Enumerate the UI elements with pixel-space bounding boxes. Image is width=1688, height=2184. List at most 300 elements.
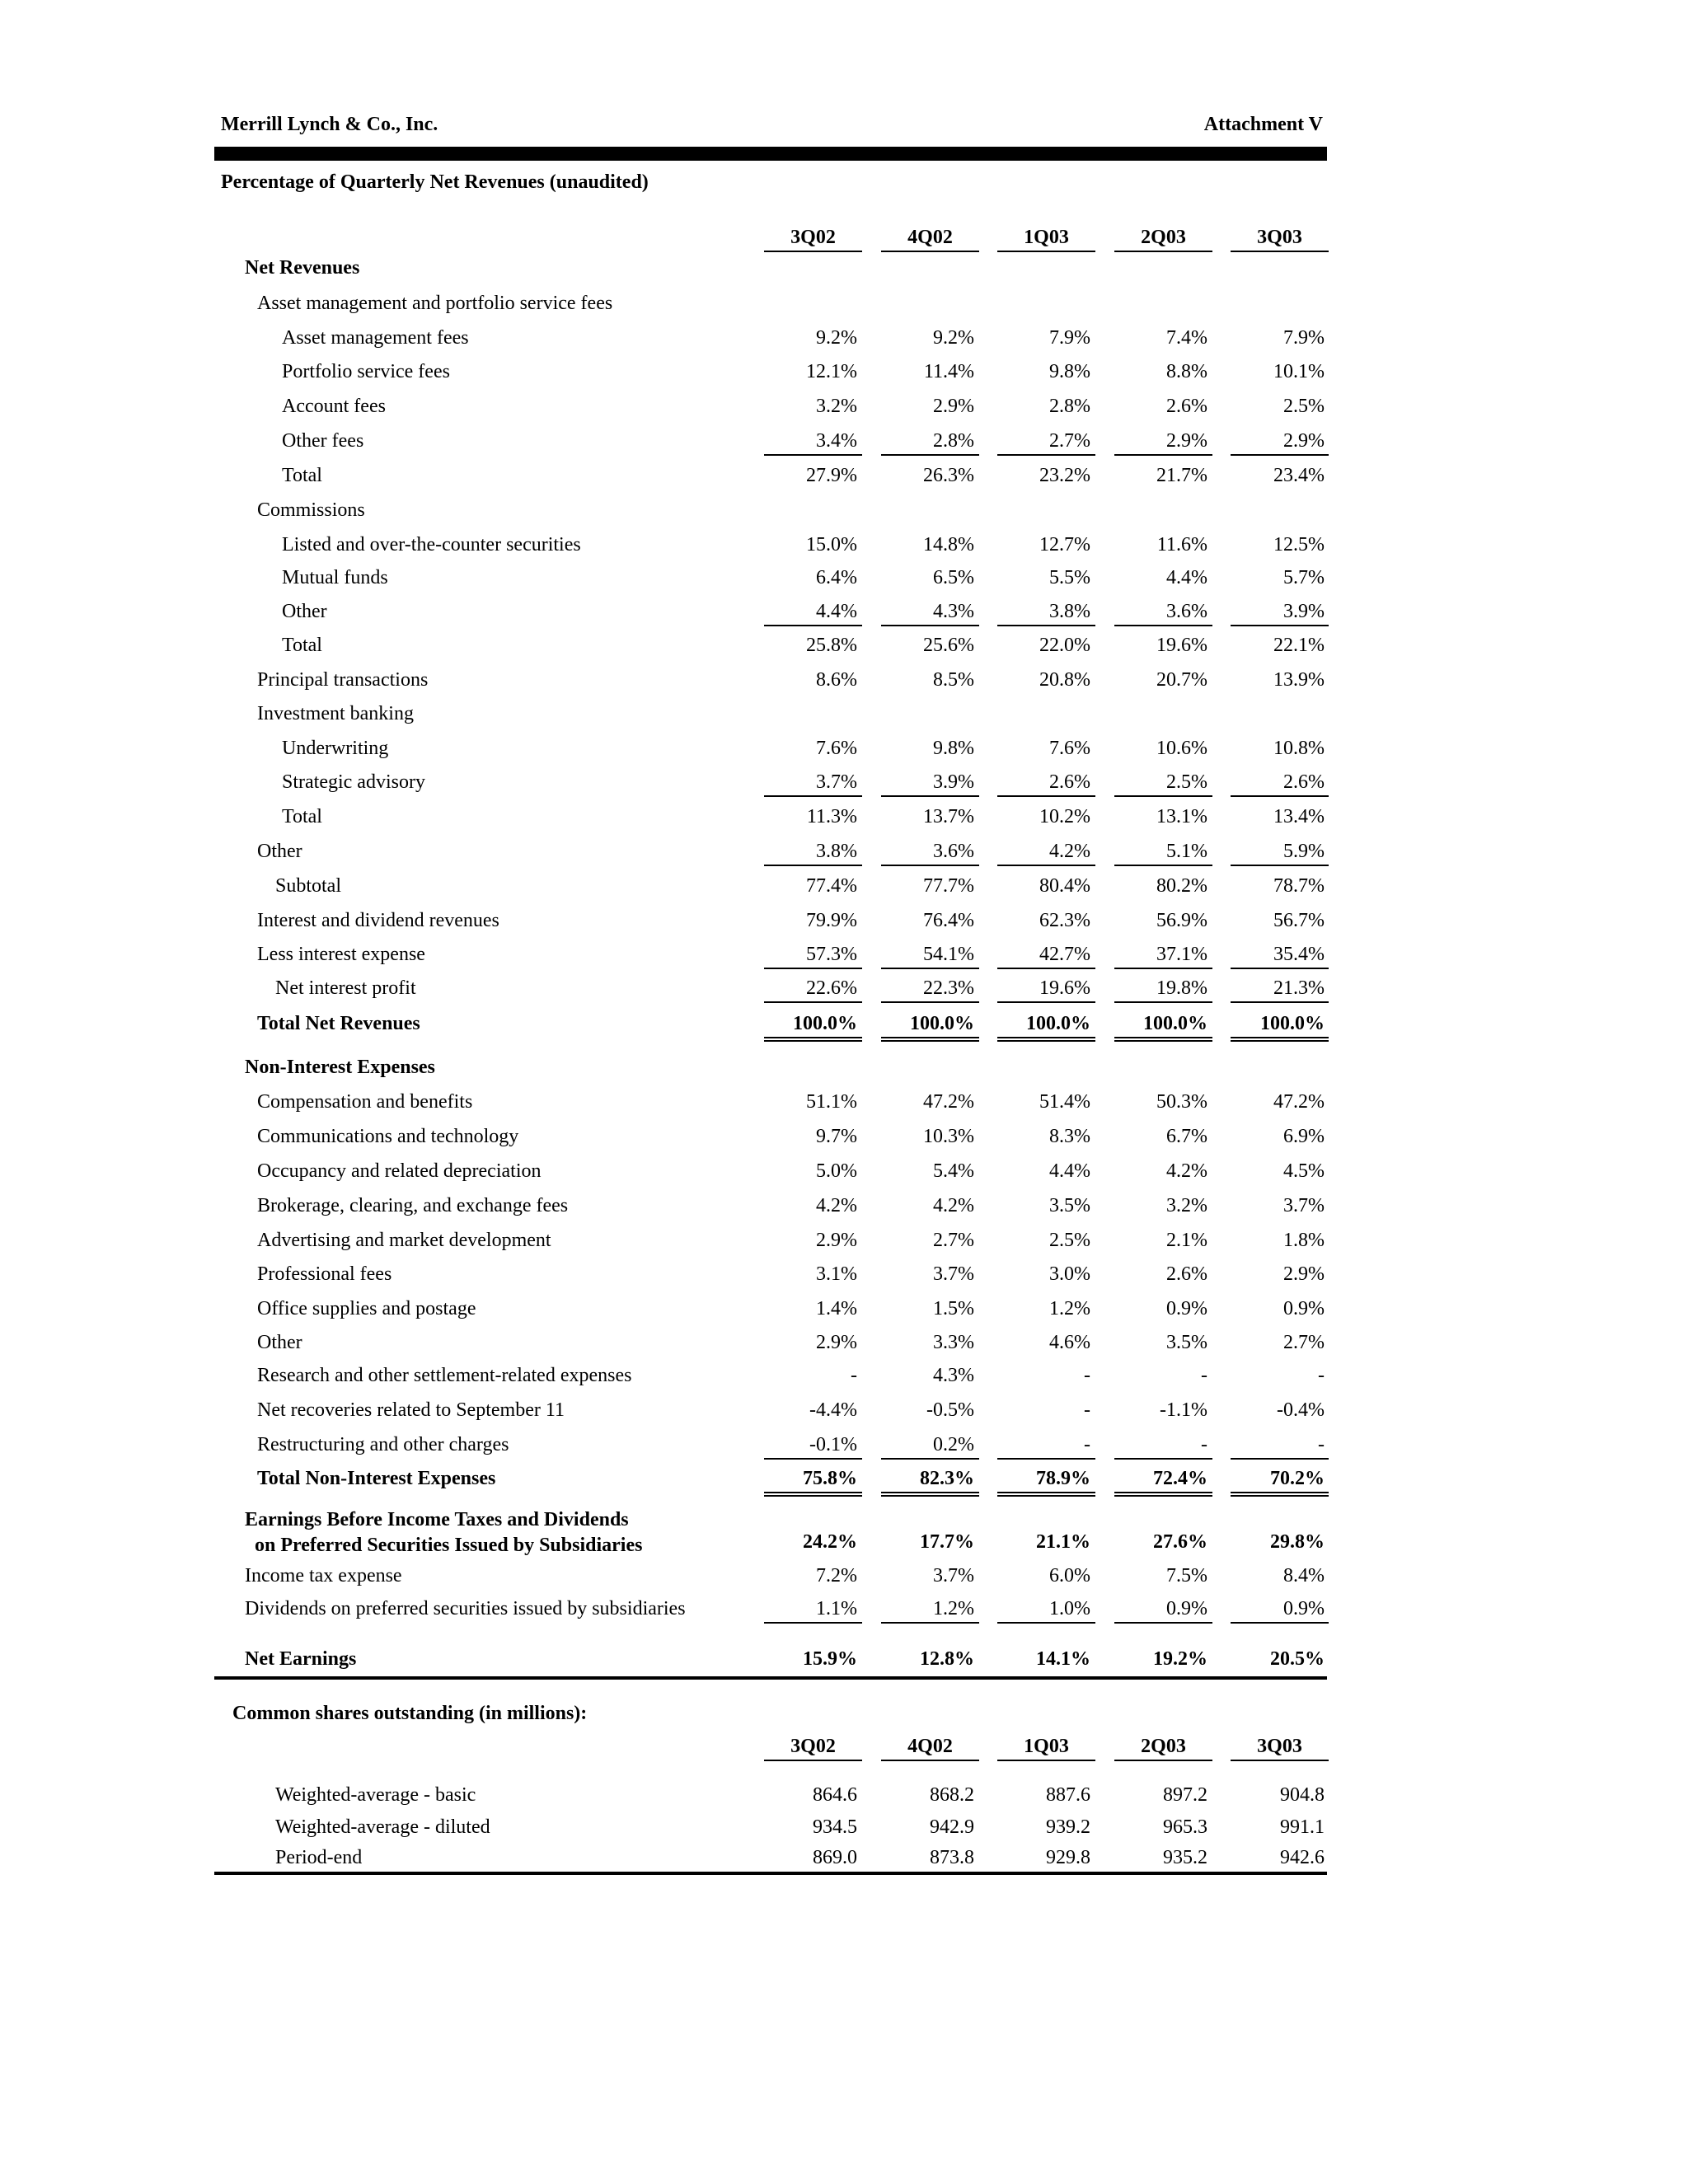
table-cell: 3.1% (816, 1263, 857, 1285)
table-cell: 1.4% (816, 1298, 857, 1319)
table-cell: 26.3% (923, 465, 974, 486)
table-cell: 27.6% (1153, 1531, 1207, 1553)
table-cell: 9.8% (933, 738, 974, 759)
row-label: Strategic advisory (282, 771, 425, 793)
double-underline (881, 1492, 979, 1497)
table-cell: 50.3% (1156, 1091, 1207, 1113)
table-cell: -0.5% (926, 1399, 974, 1421)
table-cell: 4.2% (816, 1195, 857, 1216)
table-cell: 77.4% (806, 875, 857, 897)
underline (997, 1001, 1095, 1003)
table-cell: 2.5% (1166, 771, 1207, 793)
underline (1114, 968, 1212, 969)
table-row (0, 663, 1688, 696)
row-label-line1: Earnings Before Income Taxes and Dividends (245, 1509, 629, 1530)
table-row (0, 459, 1688, 492)
table-cell: - (1318, 1434, 1325, 1455)
table-cell: 11.6% (1156, 534, 1207, 555)
table-cell: 56.9% (1156, 910, 1207, 931)
underline (1114, 1458, 1212, 1460)
table-cell: 13.7% (923, 806, 974, 827)
table-cell: 21.1% (1036, 1531, 1090, 1553)
column-header: 3Q03 (1257, 227, 1302, 248)
table-cell: 100.0% (1026, 1013, 1090, 1034)
table-cell: 19.8% (1156, 977, 1207, 999)
double-underline (881, 1037, 979, 1042)
underline (997, 795, 1095, 797)
table-cell: 4.2% (933, 1195, 974, 1216)
table-cell: 5.9% (1283, 841, 1325, 862)
table-cell: 2.6% (1049, 771, 1090, 793)
company-name: Merrill Lynch & Co., Inc. (221, 114, 438, 135)
table-cell: 1.2% (1049, 1298, 1090, 1319)
table-cell: 8.5% (933, 669, 974, 691)
row-label: Subtotal (275, 875, 342, 897)
table-cell: 10.1% (1273, 361, 1325, 382)
table-cell: 21.3% (1273, 977, 1325, 999)
table-cell: -0.4% (1277, 1399, 1325, 1421)
table-cell: 2.9% (1283, 430, 1325, 452)
underline (997, 625, 1095, 626)
table-cell: 4.4% (1166, 567, 1207, 588)
row-label: Asset management fees (282, 327, 469, 349)
table-cell: 9.2% (816, 327, 857, 349)
table-cell: 3.8% (1049, 601, 1090, 622)
underline (997, 1458, 1095, 1460)
table-cell: 3.5% (1166, 1332, 1207, 1353)
table-cell: 51.4% (1039, 1091, 1090, 1113)
table-cell: 6.5% (933, 567, 974, 588)
row-label: Total Non-Interest Expenses (257, 1468, 496, 1489)
table-cell: - (1201, 1434, 1207, 1455)
table-row (0, 766, 1688, 799)
attachment-label: Attachment V (1203, 114, 1323, 135)
row-label: Net recoveries related to September 11 (257, 1399, 565, 1421)
column-header: 4Q02 (907, 227, 953, 248)
table-cell: 54.1% (923, 944, 974, 965)
table-cell: 4.3% (933, 601, 974, 622)
table-cell: 9.7% (816, 1126, 857, 1147)
underline (881, 968, 979, 969)
table-cell: -0.1% (809, 1434, 857, 1455)
table-cell: 37.1% (1156, 944, 1207, 965)
table-cell: 78.7% (1273, 875, 1325, 897)
row-label: Occupancy and related depreciation (257, 1160, 542, 1182)
table-cell: 22.1% (1273, 635, 1325, 656)
column-header: 2Q03 (1141, 227, 1186, 248)
underline (881, 1001, 979, 1003)
table-row (0, 595, 1688, 628)
table-cell: 19.2% (1153, 1648, 1207, 1670)
row-label: Weighted-average - basic (275, 1784, 476, 1806)
row-label: Professional fees (257, 1263, 392, 1285)
table-cell: 14.8% (923, 534, 974, 555)
column-header-underline (764, 1760, 862, 1761)
table-cell: 100.0% (793, 1013, 857, 1034)
table-row (0, 321, 1688, 354)
table-cell: 82.3% (920, 1468, 974, 1489)
table-cell: 4.4% (816, 601, 857, 622)
table-cell: 0.2% (933, 1434, 974, 1455)
table-cell: 4.2% (1166, 1160, 1207, 1182)
table-cell: 10.6% (1156, 738, 1207, 759)
underline (1231, 454, 1329, 456)
table-cell: 5.4% (933, 1160, 974, 1182)
underline (997, 454, 1095, 456)
table-cell: 79.9% (806, 910, 857, 931)
table-row (0, 561, 1688, 594)
row-label: Period-end (275, 1847, 363, 1868)
table-cell: -1.1% (1160, 1399, 1207, 1421)
underline (764, 795, 862, 797)
table-cell: 21.7% (1156, 465, 1207, 486)
table-cell: 6.7% (1166, 1126, 1207, 1147)
underline (997, 865, 1095, 866)
table-row (0, 1155, 1688, 1188)
table-cell: 12.1% (806, 361, 857, 382)
table-cell: 12.5% (1273, 534, 1325, 555)
row-label: Restructuring and other charges (257, 1434, 509, 1455)
row-label: Brokerage, clearing, and exchange fees (257, 1195, 569, 1216)
table-row (0, 972, 1688, 1005)
table-cell: 80.4% (1039, 875, 1090, 897)
row-label: Total (282, 465, 322, 486)
column-header: 1Q03 (1024, 1736, 1069, 1757)
table-cell: 13.4% (1273, 806, 1325, 827)
table-cell: 7.4% (1166, 327, 1207, 349)
table-cell: 1.1% (816, 1598, 857, 1619)
row-label: Other (257, 1332, 302, 1353)
report-subtitle: Percentage of Quarterly Net Revenues (unaudited) (221, 171, 649, 193)
table-cell: 7.6% (816, 738, 857, 759)
table-cell: 5.1% (1166, 841, 1207, 862)
row-label (245, 1507, 642, 1558)
table-cell: 0.9% (1283, 1298, 1325, 1319)
table-cell: 7.2% (816, 1565, 857, 1586)
table-cell: 934.5 (813, 1816, 857, 1838)
table-cell: 1.2% (933, 1598, 974, 1619)
underline (1114, 865, 1212, 866)
table-cell: 887.6 (1046, 1784, 1090, 1806)
table-row (0, 1592, 1688, 1625)
double-underline (764, 1037, 862, 1042)
table-row (0, 1085, 1688, 1118)
table-cell: 1.8% (1283, 1230, 1325, 1251)
table-cell: 873.8 (930, 1847, 974, 1868)
table-cell: 3.7% (816, 771, 857, 793)
table-cell: 22.3% (923, 977, 974, 999)
table-cell: 8.8% (1166, 361, 1207, 382)
underline (1231, 795, 1329, 797)
row-label: Total (282, 635, 322, 656)
double-underline (1231, 1037, 1329, 1042)
column-header-underline (1114, 1760, 1212, 1761)
table-cell: 2.1% (1166, 1230, 1207, 1251)
row-label: Total (282, 806, 322, 827)
row-label: Principal transactions (257, 669, 429, 691)
table-row (0, 1120, 1688, 1153)
table-cell: 10.3% (923, 1126, 974, 1147)
table-cell: 20.7% (1156, 669, 1207, 691)
table-cell: 8.3% (1049, 1126, 1090, 1147)
row-label: Less interest expense (257, 944, 425, 965)
underline (1114, 625, 1212, 626)
row-label: Other fees (282, 430, 364, 452)
row-label: Commissions (257, 499, 365, 521)
table-cell: 15.9% (803, 1648, 857, 1670)
table-cell: 13.9% (1273, 669, 1325, 691)
row-label: Net Earnings (245, 1648, 357, 1670)
table-cell: 4.2% (1049, 841, 1090, 862)
table-cell: 5.5% (1049, 567, 1090, 588)
table-cell: 8.6% (816, 669, 857, 691)
shares-row (0, 1779, 1688, 1811)
table-cell: 2.8% (1049, 396, 1090, 417)
row-label: Interest and dividend revenues (257, 910, 499, 931)
table-cell: 3.8% (816, 841, 857, 862)
underline (1114, 1622, 1212, 1624)
table-cell: 869.0 (813, 1847, 857, 1868)
column-header-underline (881, 1760, 979, 1761)
table-cell: 1.5% (933, 1298, 974, 1319)
double-underline (1231, 1492, 1329, 1497)
table-cell: 3.3% (933, 1332, 974, 1353)
shares-row (0, 1841, 1688, 1874)
table-cell: 3.0% (1049, 1263, 1090, 1285)
underline (1231, 865, 1329, 866)
table-cell: 23.4% (1273, 465, 1325, 486)
table-cell: 70.2% (1270, 1468, 1325, 1489)
table-cell: 929.8 (1046, 1847, 1090, 1868)
row-label: Non-Interest Expenses (245, 1057, 435, 1078)
table-cell: 3.5% (1049, 1195, 1090, 1216)
column-header: 4Q02 (907, 1736, 953, 1757)
table-cell: 35.4% (1273, 944, 1325, 965)
row-label: Asset management and portfolio service fees (257, 293, 613, 314)
underline (1114, 1001, 1212, 1003)
table-cell: 3.6% (933, 841, 974, 862)
table-cell: 5.7% (1283, 567, 1325, 588)
table-cell: 20.5% (1270, 1648, 1325, 1670)
table-cell: - (1201, 1365, 1207, 1386)
table-cell: 2.9% (933, 396, 974, 417)
table-cell: - (1318, 1365, 1325, 1386)
underline (881, 454, 979, 456)
table-cell: - (1084, 1434, 1090, 1455)
table-cell: 62.3% (1039, 910, 1090, 931)
underline (764, 454, 862, 456)
table-row (0, 1559, 1688, 1592)
column-header-underline (997, 1760, 1095, 1761)
shares-row (0, 1811, 1688, 1844)
table-cell: 2.7% (1049, 430, 1090, 452)
column-header: 2Q03 (1141, 1736, 1186, 1757)
table-cell: 4.4% (1049, 1160, 1090, 1182)
shares-bottom-rule (214, 1872, 1327, 1875)
table-cell: 2.8% (933, 430, 974, 452)
table-cell: 7.6% (1049, 738, 1090, 759)
table-row (0, 390, 1688, 423)
row-label: Net interest profit (275, 977, 416, 999)
table-cell: 47.2% (923, 1091, 974, 1113)
underline (764, 1458, 862, 1460)
table-cell: 3.2% (816, 396, 857, 417)
table-row (0, 904, 1688, 937)
table-row (0, 494, 1688, 527)
table-cell: 56.7% (1273, 910, 1325, 931)
table-cell: 47.2% (1273, 1091, 1325, 1113)
table-cell: 3.4% (816, 430, 857, 452)
table-cell: 11.4% (923, 361, 974, 382)
table-cell: 5.0% (816, 1160, 857, 1182)
underline (881, 795, 979, 797)
table-cell: 3.9% (933, 771, 974, 793)
table-cell: 2.6% (1166, 396, 1207, 417)
double-underline (1114, 1037, 1212, 1042)
table-row (0, 1462, 1688, 1495)
table-cell: 14.1% (1036, 1648, 1090, 1670)
column-header: 1Q03 (1024, 227, 1069, 248)
table-row (0, 528, 1688, 561)
underline (881, 865, 979, 866)
shares-title: Common shares outstanding (in millions): (232, 1703, 588, 1724)
table-row (0, 1428, 1688, 1461)
table-row (0, 1509, 1688, 1558)
table-cell: 3.7% (933, 1565, 974, 1586)
row-label: Investment banking (257, 703, 414, 724)
table-cell: 6.4% (816, 567, 857, 588)
table-cell: 76.4% (923, 910, 974, 931)
underline (764, 865, 862, 866)
row-label: Research and other settlement-related expenses (257, 1365, 632, 1386)
table-cell: 1.0% (1049, 1598, 1090, 1619)
table-cell: 75.8% (803, 1468, 857, 1489)
row-label: Advertising and market development (257, 1230, 551, 1251)
table-cell: 80.2% (1156, 875, 1207, 897)
table-cell: 22.6% (806, 977, 857, 999)
table-cell: 4.3% (933, 1365, 974, 1386)
row-label: Dividends on preferred securities issued by subsidiaries (245, 1598, 686, 1619)
table-cell: 8.4% (1283, 1565, 1325, 1586)
table-row (0, 355, 1688, 388)
table-cell: 2.9% (816, 1230, 857, 1251)
table-cell: 965.3 (1163, 1816, 1207, 1838)
row-label: Office supplies and postage (257, 1298, 476, 1319)
table-row (0, 1359, 1688, 1392)
table-row (0, 1007, 1688, 1040)
table-cell: 3.2% (1166, 1195, 1207, 1216)
table-cell: 9.2% (933, 327, 974, 349)
table-row (0, 1394, 1688, 1427)
table-cell: 20.8% (1039, 669, 1090, 691)
row-label: Portfolio service fees (282, 361, 450, 382)
table-cell: 935.2 (1163, 1847, 1207, 1868)
column-header: 3Q02 (790, 1736, 836, 1757)
table-cell: 15.0% (806, 534, 857, 555)
table-cell: 942.9 (930, 1816, 974, 1838)
table-cell: 7.5% (1166, 1565, 1207, 1586)
table-cell: 12.8% (920, 1648, 974, 1670)
table-cell: 2.7% (1283, 1332, 1325, 1353)
table-row (0, 938, 1688, 971)
table-cell: 991.1 (1280, 1816, 1325, 1838)
table-row (0, 251, 1688, 284)
row-label: Net Revenues (245, 257, 360, 279)
table-cell: 72.4% (1153, 1468, 1207, 1489)
table-cell: 2.9% (816, 1332, 857, 1353)
column-header: 3Q03 (1257, 1736, 1302, 1757)
net-earnings-rule (214, 1676, 1327, 1680)
underline (764, 625, 862, 626)
table-cell: 0.9% (1283, 1598, 1325, 1619)
row-label: Mutual funds (282, 567, 388, 588)
underline (1231, 1458, 1329, 1460)
table-cell: 0.9% (1166, 1598, 1207, 1619)
underline (1231, 1001, 1329, 1003)
column-header-row (0, 221, 1688, 254)
underline (1231, 968, 1329, 969)
row-label: Communications and technology (257, 1126, 519, 1147)
table-cell: 939.2 (1046, 1816, 1090, 1838)
row-label: Income tax expense (245, 1565, 402, 1586)
table-row (0, 424, 1688, 457)
table-cell: - (1084, 1365, 1090, 1386)
table-cell: 897.2 (1163, 1784, 1207, 1806)
table-cell: 12.7% (1039, 534, 1090, 555)
table-cell: 7.9% (1283, 327, 1325, 349)
table-cell: 25.8% (806, 635, 857, 656)
table-cell: 3.9% (1283, 601, 1325, 622)
row-label: Other (282, 601, 327, 622)
table-cell: 868.2 (930, 1784, 974, 1806)
row-label-line2: on Preferred Securities Issued by Subsidiaries (255, 1535, 643, 1556)
table-cell: 904.8 (1280, 1784, 1325, 1806)
double-underline (997, 1037, 1095, 1042)
row-label: Underwriting (282, 738, 389, 759)
table-cell: 51.1% (806, 1091, 857, 1113)
table-cell: - (851, 1365, 857, 1386)
table-cell: 42.7% (1039, 944, 1090, 965)
table-row (0, 1292, 1688, 1325)
table-cell: 29.8% (1270, 1531, 1325, 1553)
row-label: Listed and over-the-counter securities (282, 534, 581, 555)
table-cell: 57.3% (806, 944, 857, 965)
table-row (0, 1643, 1688, 1675)
table-row (0, 835, 1688, 868)
table-cell: 2.6% (1283, 771, 1325, 793)
table-cell: 6.0% (1049, 1565, 1090, 1586)
table-cell: 6.9% (1283, 1126, 1325, 1147)
table-cell: -4.4% (809, 1399, 857, 1421)
underline (764, 1622, 862, 1624)
double-underline (997, 1492, 1095, 1497)
row-label: Weighted-average - diluted (275, 1816, 490, 1838)
table-cell: 77.7% (923, 875, 974, 897)
table-cell: - (1084, 1399, 1090, 1421)
underline (881, 625, 979, 626)
table-cell: 27.9% (806, 465, 857, 486)
column-header: 3Q02 (790, 227, 836, 248)
table-cell: 942.6 (1280, 1847, 1325, 1868)
table-cell: 19.6% (1156, 635, 1207, 656)
row-label: Account fees (282, 396, 386, 417)
underline (1231, 625, 1329, 626)
underline (881, 1622, 979, 1624)
table-cell: 3.6% (1166, 601, 1207, 622)
table-row (0, 1258, 1688, 1291)
table-cell: 4.5% (1283, 1160, 1325, 1182)
table-cell: 25.6% (923, 635, 974, 656)
